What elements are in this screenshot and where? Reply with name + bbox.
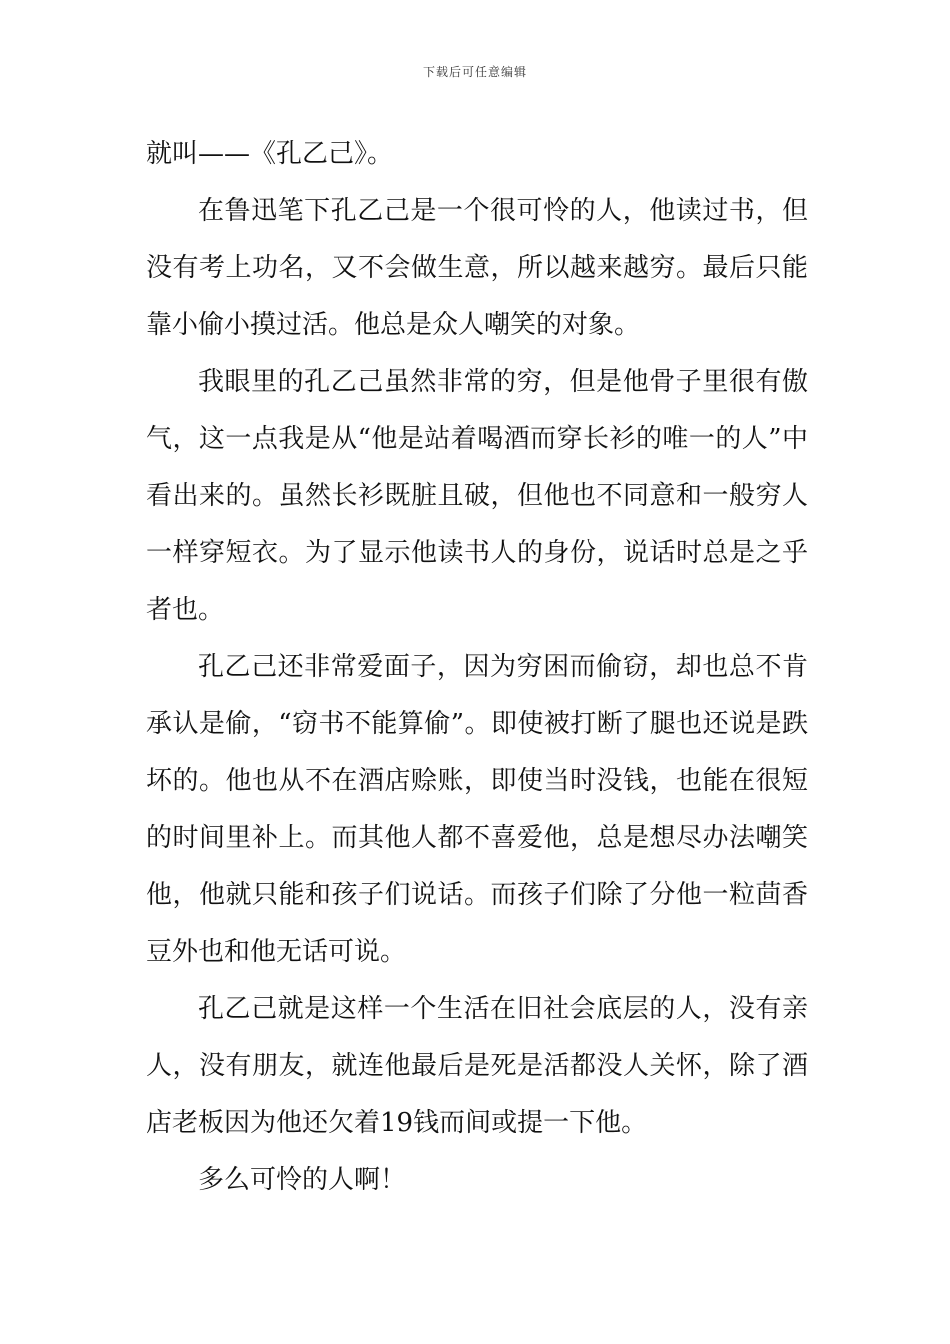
page-header-note: 下载后可任意编辑: [422, 65, 527, 79]
paragraph-face: 孔乙己还非常爱面子，因为穷困而偷窃，却也总不肯承认是偷，“窃书不能算偷”。即使被打断了腿也还说是跌坏的。他也从不在酒店赊账，即使当时没钱，也能在很短的时间里补上。而其他人都不喜爱他，总是想尽办法嘲笑他，他就只能和孩子们说话。而孩子们除了分他一粒茴香豆外也和他无话可说。: [146, 652, 808, 967]
paragraph-pride: 我眼里的孔乙己虽然非常的穷，但是他骨子里很有傲气，这一点我是从“他是站着喝酒而穿长衫的唯一的人”中看出来的。虽然长衫既脏且破，但他也不同意和一般穷人一样穿短衣。为了显示他读书人的身份，说话时总是之乎者也。: [146, 367, 808, 625]
paragraph-closing: 多么可怜的人啊！: [198, 1165, 407, 1195]
paragraph-society: 孔乙己就是这样一个生活在旧社会底层的人，没有亲人，没有朋友，就连他最后是死是活都没人关怀，除了酒店老板因为他还欠着19钱而间或提一下他。: [146, 994, 808, 1138]
paragraph-title-continuation: 就叫——《孔乙己》。: [146, 139, 394, 169]
paragraph-intro: 在鲁迅笔下孔乙己是一个很可怜的人，他读过书，但没有考上功名，又不会做生意，所以越来越穷。最后只能靠小偷小摸过活。他总是众人嘲笑的对象。: [146, 196, 808, 340]
document-body: [146, 126, 808, 1209]
